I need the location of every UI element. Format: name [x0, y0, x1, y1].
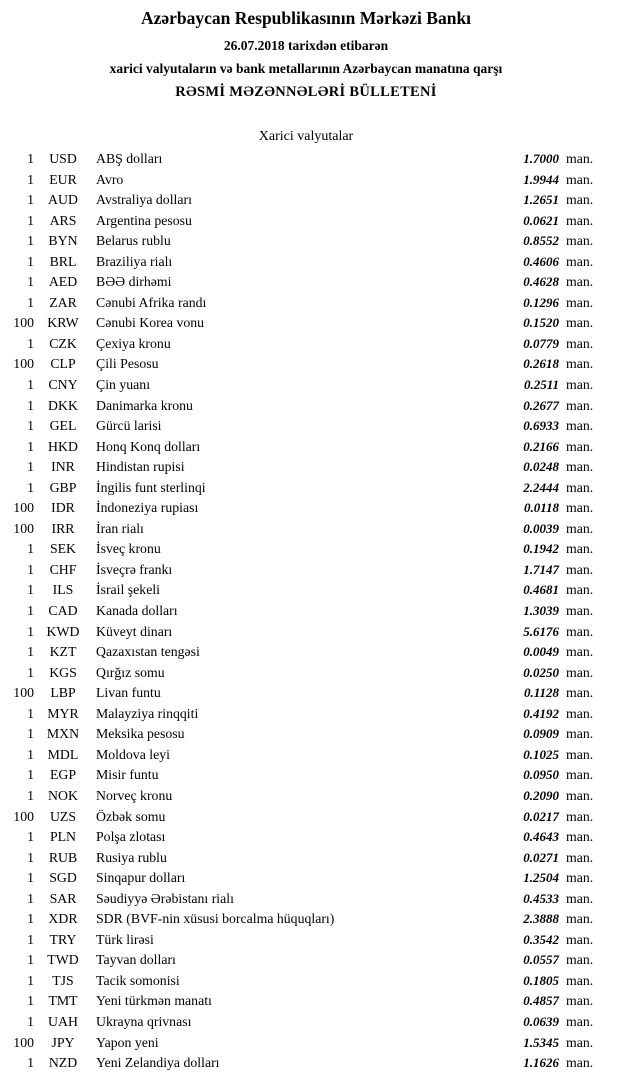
- row-unit-label: man.: [566, 335, 594, 351]
- table-row: [2, 396, 610, 417]
- row-currency-code: MYR: [47, 705, 79, 721]
- row-rate-value: 0.0909: [523, 726, 559, 742]
- row-quantity: 1: [27, 911, 34, 927]
- row-unit-label: man.: [566, 644, 594, 660]
- table-row: [2, 971, 610, 992]
- row-unit-label: man.: [566, 561, 594, 577]
- row-unit-label: man.: [566, 397, 594, 413]
- row-quantity: 1: [27, 541, 34, 557]
- row-rate-value: 0.4628: [523, 274, 559, 290]
- table-row: [2, 663, 610, 684]
- bulletin-title: RƏSMİ MƏZƏNNƏLƏRİ BÜLLETENİ: [175, 84, 437, 100]
- row-quantity: 1: [27, 1013, 34, 1029]
- row-currency-code: IRR: [51, 520, 75, 536]
- row-currency-name: Səudiyyə Ərəbistanı rialı: [96, 890, 234, 906]
- table-row: [2, 560, 610, 581]
- table-row: [2, 580, 610, 601]
- row-currency-name: Honq Konq dolları: [96, 438, 201, 454]
- row-currency-code: TJS: [52, 972, 74, 988]
- row-unit-label: man.: [566, 582, 594, 598]
- row-unit-label: man.: [566, 274, 594, 290]
- row-rate-value: 0.0217: [523, 808, 559, 824]
- row-currency-code: CLP: [50, 356, 76, 372]
- row-unit-label: man.: [566, 356, 594, 372]
- table-row: [2, 519, 610, 540]
- table-row: [2, 601, 610, 622]
- row-unit-label: man.: [566, 1013, 594, 1029]
- row-rate-value: 2.3888: [523, 911, 559, 927]
- row-quantity: 1: [27, 849, 34, 865]
- table-row: [2, 478, 610, 499]
- row-currency-code: ARS: [49, 212, 77, 228]
- row-currency-code: USD: [49, 151, 77, 166]
- row-currency-code: SAR: [49, 890, 77, 906]
- row-quantity: 1: [27, 335, 34, 351]
- row-currency-name: Hindistan rupisi: [96, 459, 185, 475]
- row-currency-code: CAD: [48, 603, 78, 619]
- row-quantity: 1: [27, 274, 34, 290]
- row-unit-label: man.: [566, 377, 594, 393]
- row-currency-name: ABŞ dolları: [96, 151, 163, 166]
- table-row: [2, 889, 610, 910]
- table-row: [2, 170, 610, 191]
- row-unit-label: man.: [566, 870, 594, 886]
- row-currency-code: ZAR: [49, 294, 77, 310]
- row-rate-value: 0.1520: [523, 315, 559, 331]
- row-quantity: 1: [27, 582, 34, 598]
- row-unit-label: man.: [566, 808, 594, 824]
- row-rate-value: 0.0639: [523, 1013, 559, 1029]
- row-quantity: 1: [27, 212, 34, 228]
- row-currency-code: KZT: [49, 644, 77, 660]
- row-currency-name: Ukrayna qrivnası: [96, 1013, 192, 1029]
- row-rate-value: 1.1626: [523, 1055, 559, 1071]
- table-row: [2, 416, 610, 437]
- row-quantity: 1: [27, 294, 34, 310]
- row-quantity: 1: [27, 829, 34, 845]
- row-currency-code: PLN: [49, 829, 77, 845]
- row-currency-code: JPY: [51, 1034, 75, 1050]
- row-rate-value: 0.4857: [523, 993, 559, 1009]
- row-rate-value: 1.3039: [523, 603, 559, 619]
- row-quantity: 100: [13, 315, 34, 331]
- row-currency-name: Danimarka kronu: [96, 397, 193, 413]
- row-currency-code: EUR: [49, 171, 77, 187]
- row-rate-value: 0.1942: [523, 541, 559, 557]
- row-unit-label: man.: [566, 829, 594, 845]
- row-rate-value: 0.3542: [523, 931, 559, 947]
- row-rate-value: 1.2651: [523, 192, 559, 208]
- row-quantity: 1: [27, 870, 34, 886]
- table-row: [2, 991, 610, 1012]
- row-quantity: 1: [27, 767, 34, 783]
- table-row: [2, 375, 610, 396]
- row-currency-code: KGS: [49, 664, 77, 680]
- row-quantity: 1: [27, 726, 34, 742]
- row-rate-value: 0.2166: [523, 438, 559, 454]
- table-row: [2, 745, 610, 766]
- row-currency-code: GEL: [49, 418, 77, 434]
- row-unit-label: man.: [566, 233, 594, 249]
- row-quantity: 1: [27, 603, 34, 619]
- row-unit-label: man.: [566, 972, 594, 988]
- bulletin-subtitle: xarici valyutaların və bank metallarının Azərbaycan manatına qarşı: [109, 61, 503, 76]
- row-currency-name: Malayziya rinqqiti: [96, 705, 199, 721]
- row-unit-label: man.: [566, 1055, 594, 1071]
- row-currency-code: MXN: [46, 726, 80, 742]
- row-unit-label: man.: [566, 849, 594, 865]
- bank-title: Azərbaycan Respublikasının Mərkəzi Bankı: [140, 8, 472, 28]
- row-currency-code: TMT: [48, 993, 78, 1009]
- row-quantity: 100: [13, 356, 34, 372]
- section-title-foreign-currencies: Xarici valyutalar: [258, 129, 354, 144]
- row-currency-code: GBP: [49, 479, 77, 495]
- row-currency-name: Braziliya rialı: [96, 253, 173, 269]
- table-row: [2, 334, 610, 355]
- row-currency-name: Cənubi Korea vonu: [96, 315, 205, 331]
- row-quantity: 1: [27, 418, 34, 434]
- row-unit-label: man.: [566, 952, 594, 968]
- row-rate-value: 0.0779: [523, 335, 559, 351]
- row-currency-name: Yapon yeni: [96, 1034, 159, 1050]
- table-row: [2, 909, 610, 930]
- row-unit-label: man.: [566, 993, 594, 1009]
- row-currency-code: MDL: [47, 746, 79, 762]
- table-row: [2, 1012, 610, 1033]
- row-currency-name: Küveyt dinarı: [96, 623, 173, 639]
- row-currency-code: NZD: [48, 1055, 78, 1071]
- row-rate-value: 0.1805: [523, 972, 559, 988]
- row-currency-name: Meksika pesosu: [96, 726, 185, 742]
- row-currency-name: Sinqapur dolları: [96, 870, 186, 886]
- row-currency-code: EGP: [49, 767, 77, 783]
- row-rate-value: 1.7147: [523, 561, 559, 577]
- row-quantity: 1: [27, 397, 34, 413]
- row-unit-label: man.: [566, 500, 594, 516]
- row-currency-name: Çexiya kronu: [96, 335, 171, 351]
- row-quantity: 1: [27, 561, 34, 577]
- row-rate-value: 0.0950: [523, 767, 559, 783]
- row-rate-value: 0.0118: [523, 500, 559, 516]
- row-currency-name: Gürcü larisi: [96, 418, 162, 434]
- row-rate-value: 0.0049: [523, 644, 559, 660]
- row-unit-label: man.: [566, 151, 594, 166]
- row-currency-name: İndoneziya rupiası: [96, 500, 199, 516]
- row-unit-label: man.: [566, 459, 594, 475]
- row-currency-code: TRY: [49, 931, 77, 947]
- row-rate-value: 0.2618: [523, 356, 559, 372]
- row-quantity: 1: [27, 151, 34, 166]
- row-unit-label: man.: [566, 171, 594, 187]
- row-currency-name: Avro: [96, 171, 124, 187]
- row-rate-value: 0.4606: [523, 253, 559, 269]
- row-currency-code: XDR: [48, 911, 78, 927]
- table-row: [2, 539, 610, 560]
- row-quantity: 1: [27, 787, 34, 803]
- table-row: [2, 827, 610, 848]
- table-row: [2, 498, 610, 519]
- row-currency-code: CHF: [49, 561, 77, 577]
- row-currency-name: Cənubi Afrika randı: [96, 294, 207, 310]
- row-currency-name: Özbək somu: [96, 808, 166, 824]
- row-quantity: 1: [27, 253, 34, 269]
- row-currency-name: Livan funtu: [96, 685, 161, 701]
- row-unit-label: man.: [566, 438, 594, 454]
- row-currency-code: DKK: [48, 397, 78, 413]
- row-currency-name: İngilis funt sterlinqi: [96, 479, 206, 495]
- row-currency-code: UZS: [49, 808, 77, 824]
- table-row: [2, 683, 610, 704]
- row-quantity: 100: [13, 1034, 34, 1050]
- row-unit-label: man.: [566, 787, 594, 803]
- row-currency-code: AUD: [48, 192, 78, 208]
- row-currency-code: IDR: [51, 500, 75, 516]
- row-currency-name: Qırğız somu: [96, 664, 165, 680]
- row-unit-label: man.: [566, 192, 594, 208]
- table-row: [2, 1053, 610, 1074]
- row-rate-value: 0.2511: [523, 377, 559, 393]
- row-currency-name: İran rialı: [96, 520, 144, 536]
- row-quantity: 1: [27, 952, 34, 968]
- row-currency-code: ILS: [52, 582, 74, 598]
- row-rate-value: 0.1296: [523, 294, 559, 310]
- table-row: [2, 457, 610, 478]
- row-currency-name: BƏƏ dirhəmi: [96, 274, 172, 290]
- row-currency-name: Rusiya rublu: [96, 849, 167, 865]
- table-row: [2, 848, 610, 869]
- row-rate-value: 0.0557: [523, 952, 559, 968]
- row-unit-label: man.: [566, 931, 594, 947]
- row-unit-label: man.: [566, 315, 594, 331]
- row-currency-name: Misir funtu: [96, 767, 159, 783]
- row-quantity: 1: [27, 438, 34, 454]
- row-rate-value: 0.4533: [523, 890, 559, 906]
- row-unit-label: man.: [566, 253, 594, 269]
- row-unit-label: man.: [566, 212, 594, 228]
- row-quantity: 1: [27, 890, 34, 906]
- row-currency-name: Çili Pesosu: [96, 356, 159, 372]
- row-currency-code: SGD: [49, 870, 77, 886]
- row-currency-name: Argentina pesosu: [96, 212, 192, 228]
- row-rate-value: 1.9944: [523, 171, 559, 187]
- row-currency-name: Yeni Zelandiya dolları: [96, 1055, 220, 1071]
- table-row: [2, 252, 610, 273]
- table-row: [2, 765, 610, 786]
- row-quantity: 1: [27, 623, 34, 639]
- table-row: [2, 930, 610, 951]
- table-row: [2, 807, 610, 828]
- row-rate-value: 0.4192: [523, 705, 559, 721]
- rates-table-body: [2, 149, 610, 1074]
- row-quantity: 1: [27, 479, 34, 495]
- row-currency-code: SEK: [49, 541, 77, 557]
- row-currency-name: Avstraliya dolları: [96, 192, 192, 208]
- row-currency-name: İsveçrə frankı: [96, 561, 173, 577]
- row-quantity: 100: [13, 685, 34, 701]
- row-currency-code: LBP: [50, 685, 76, 701]
- row-currency-name: Türk lirəsi: [96, 931, 154, 947]
- row-rate-value: 1.2504: [523, 870, 559, 886]
- row-currency-code: TWD: [47, 952, 79, 968]
- row-unit-label: man.: [566, 603, 594, 619]
- table-row: [2, 149, 610, 170]
- row-unit-label: man.: [566, 746, 594, 762]
- row-currency-name: Tayvan dolları: [96, 952, 176, 968]
- table-row: [2, 622, 610, 643]
- row-rate-value: 0.0621: [523, 212, 559, 228]
- row-unit-label: man.: [566, 520, 594, 536]
- table-row: [2, 354, 610, 375]
- row-quantity: 1: [27, 705, 34, 721]
- row-rate-value: 0.4681: [523, 582, 559, 598]
- row-quantity: 1: [27, 192, 34, 208]
- row-unit-label: man.: [566, 479, 594, 495]
- table-row: [2, 1033, 610, 1054]
- row-unit-label: man.: [566, 767, 594, 783]
- row-quantity: 1: [27, 993, 34, 1009]
- row-unit-label: man.: [566, 541, 594, 557]
- row-currency-code: AED: [48, 274, 78, 290]
- table-row: [2, 704, 610, 725]
- row-unit-label: man.: [566, 418, 594, 434]
- row-rate-value: 2.2444: [523, 479, 559, 495]
- row-unit-label: man.: [566, 911, 594, 927]
- table-row: [2, 868, 610, 889]
- table-row: [2, 437, 610, 458]
- row-quantity: 1: [27, 972, 34, 988]
- row-currency-code: BYN: [48, 233, 78, 249]
- row-currency-name: Norveç kronu: [96, 787, 173, 803]
- effective-date-line: 26.07.2018 tarixdən etibarən: [223, 38, 389, 53]
- row-currency-code: CZK: [49, 335, 77, 351]
- row-currency-name: Moldova leyi: [96, 746, 170, 762]
- table-row: [2, 786, 610, 807]
- row-currency-name: İsveç kronu: [96, 541, 161, 557]
- row-unit-label: man.: [566, 705, 594, 721]
- row-currency-name: Belarus rublu: [96, 233, 171, 249]
- row-rate-value: 0.6933: [523, 418, 559, 434]
- row-rate-value: 0.8552: [523, 233, 559, 249]
- row-rate-value: 5.6176: [523, 623, 559, 639]
- row-quantity: 1: [27, 171, 34, 187]
- row-quantity: 1: [27, 233, 34, 249]
- row-currency-name: Polşa zlotası: [96, 829, 166, 845]
- row-unit-label: man.: [566, 294, 594, 310]
- row-quantity: 100: [13, 808, 34, 824]
- row-currency-name: Çin yuanı: [96, 377, 151, 393]
- row-currency-code: UAH: [48, 1013, 78, 1029]
- row-quantity: 1: [27, 459, 34, 475]
- row-currency-name: SDR (BVF-nin xüsusi borcalma hüquqları): [96, 911, 335, 927]
- row-quantity: 100: [13, 500, 34, 516]
- row-quantity: 1: [27, 644, 34, 660]
- row-quantity: 1: [27, 1055, 34, 1071]
- row-currency-code: CNY: [48, 377, 78, 393]
- row-quantity: 1: [27, 377, 34, 393]
- row-rate-value: 0.4643: [523, 829, 559, 845]
- row-currency-code: INR: [51, 459, 75, 475]
- row-currency-code: KWD: [46, 623, 80, 639]
- row-rate-value: 0.0250: [523, 664, 559, 680]
- row-unit-label: man.: [566, 685, 594, 701]
- row-rate-value: 1.7000: [523, 151, 559, 166]
- row-quantity: 1: [27, 746, 34, 762]
- row-currency-code: KRW: [47, 315, 79, 331]
- row-unit-label: man.: [566, 664, 594, 680]
- table-row: [2, 950, 610, 971]
- row-rate-value: 0.2677: [523, 397, 559, 413]
- row-currency-name: İsrail şekeli: [96, 582, 160, 598]
- row-quantity: 1: [27, 931, 34, 947]
- row-unit-label: man.: [566, 623, 594, 639]
- table-row: [2, 272, 610, 293]
- row-currency-name: Yeni türkmən manatı: [96, 993, 212, 1009]
- row-rate-value: 0.1025: [523, 746, 559, 762]
- row-currency-code: RUB: [48, 849, 78, 865]
- row-quantity: 100: [13, 520, 34, 536]
- row-unit-label: man.: [566, 1034, 594, 1050]
- row-unit-label: man.: [566, 726, 594, 742]
- row-rate-value: 0.0248: [523, 459, 559, 475]
- row-rate-value: 0.1128: [523, 685, 559, 701]
- row-currency-code: NOK: [48, 787, 78, 803]
- table-row: [2, 211, 610, 232]
- table-row: [2, 231, 610, 252]
- row-rate-value: 1.5345: [523, 1034, 559, 1050]
- row-quantity: 1: [27, 664, 34, 680]
- table-row: [2, 724, 610, 745]
- row-currency-code: HKD: [48, 438, 78, 454]
- row-currency-code: BRL: [49, 253, 77, 269]
- row-rate-value: 0.0271: [523, 849, 559, 865]
- row-rate-value: 0.0039: [523, 520, 559, 536]
- row-currency-name: Tacik somonisi: [96, 972, 180, 988]
- row-currency-name: Kanada dolları: [96, 603, 178, 619]
- row-rate-value: 0.2090: [523, 787, 559, 803]
- table-row: [2, 313, 610, 334]
- table-row: [2, 642, 610, 663]
- table-row: [2, 190, 610, 211]
- table-row: [2, 293, 610, 314]
- row-unit-label: man.: [566, 890, 594, 906]
- row-currency-name: Qazaxıstan tengəsi: [96, 644, 200, 660]
